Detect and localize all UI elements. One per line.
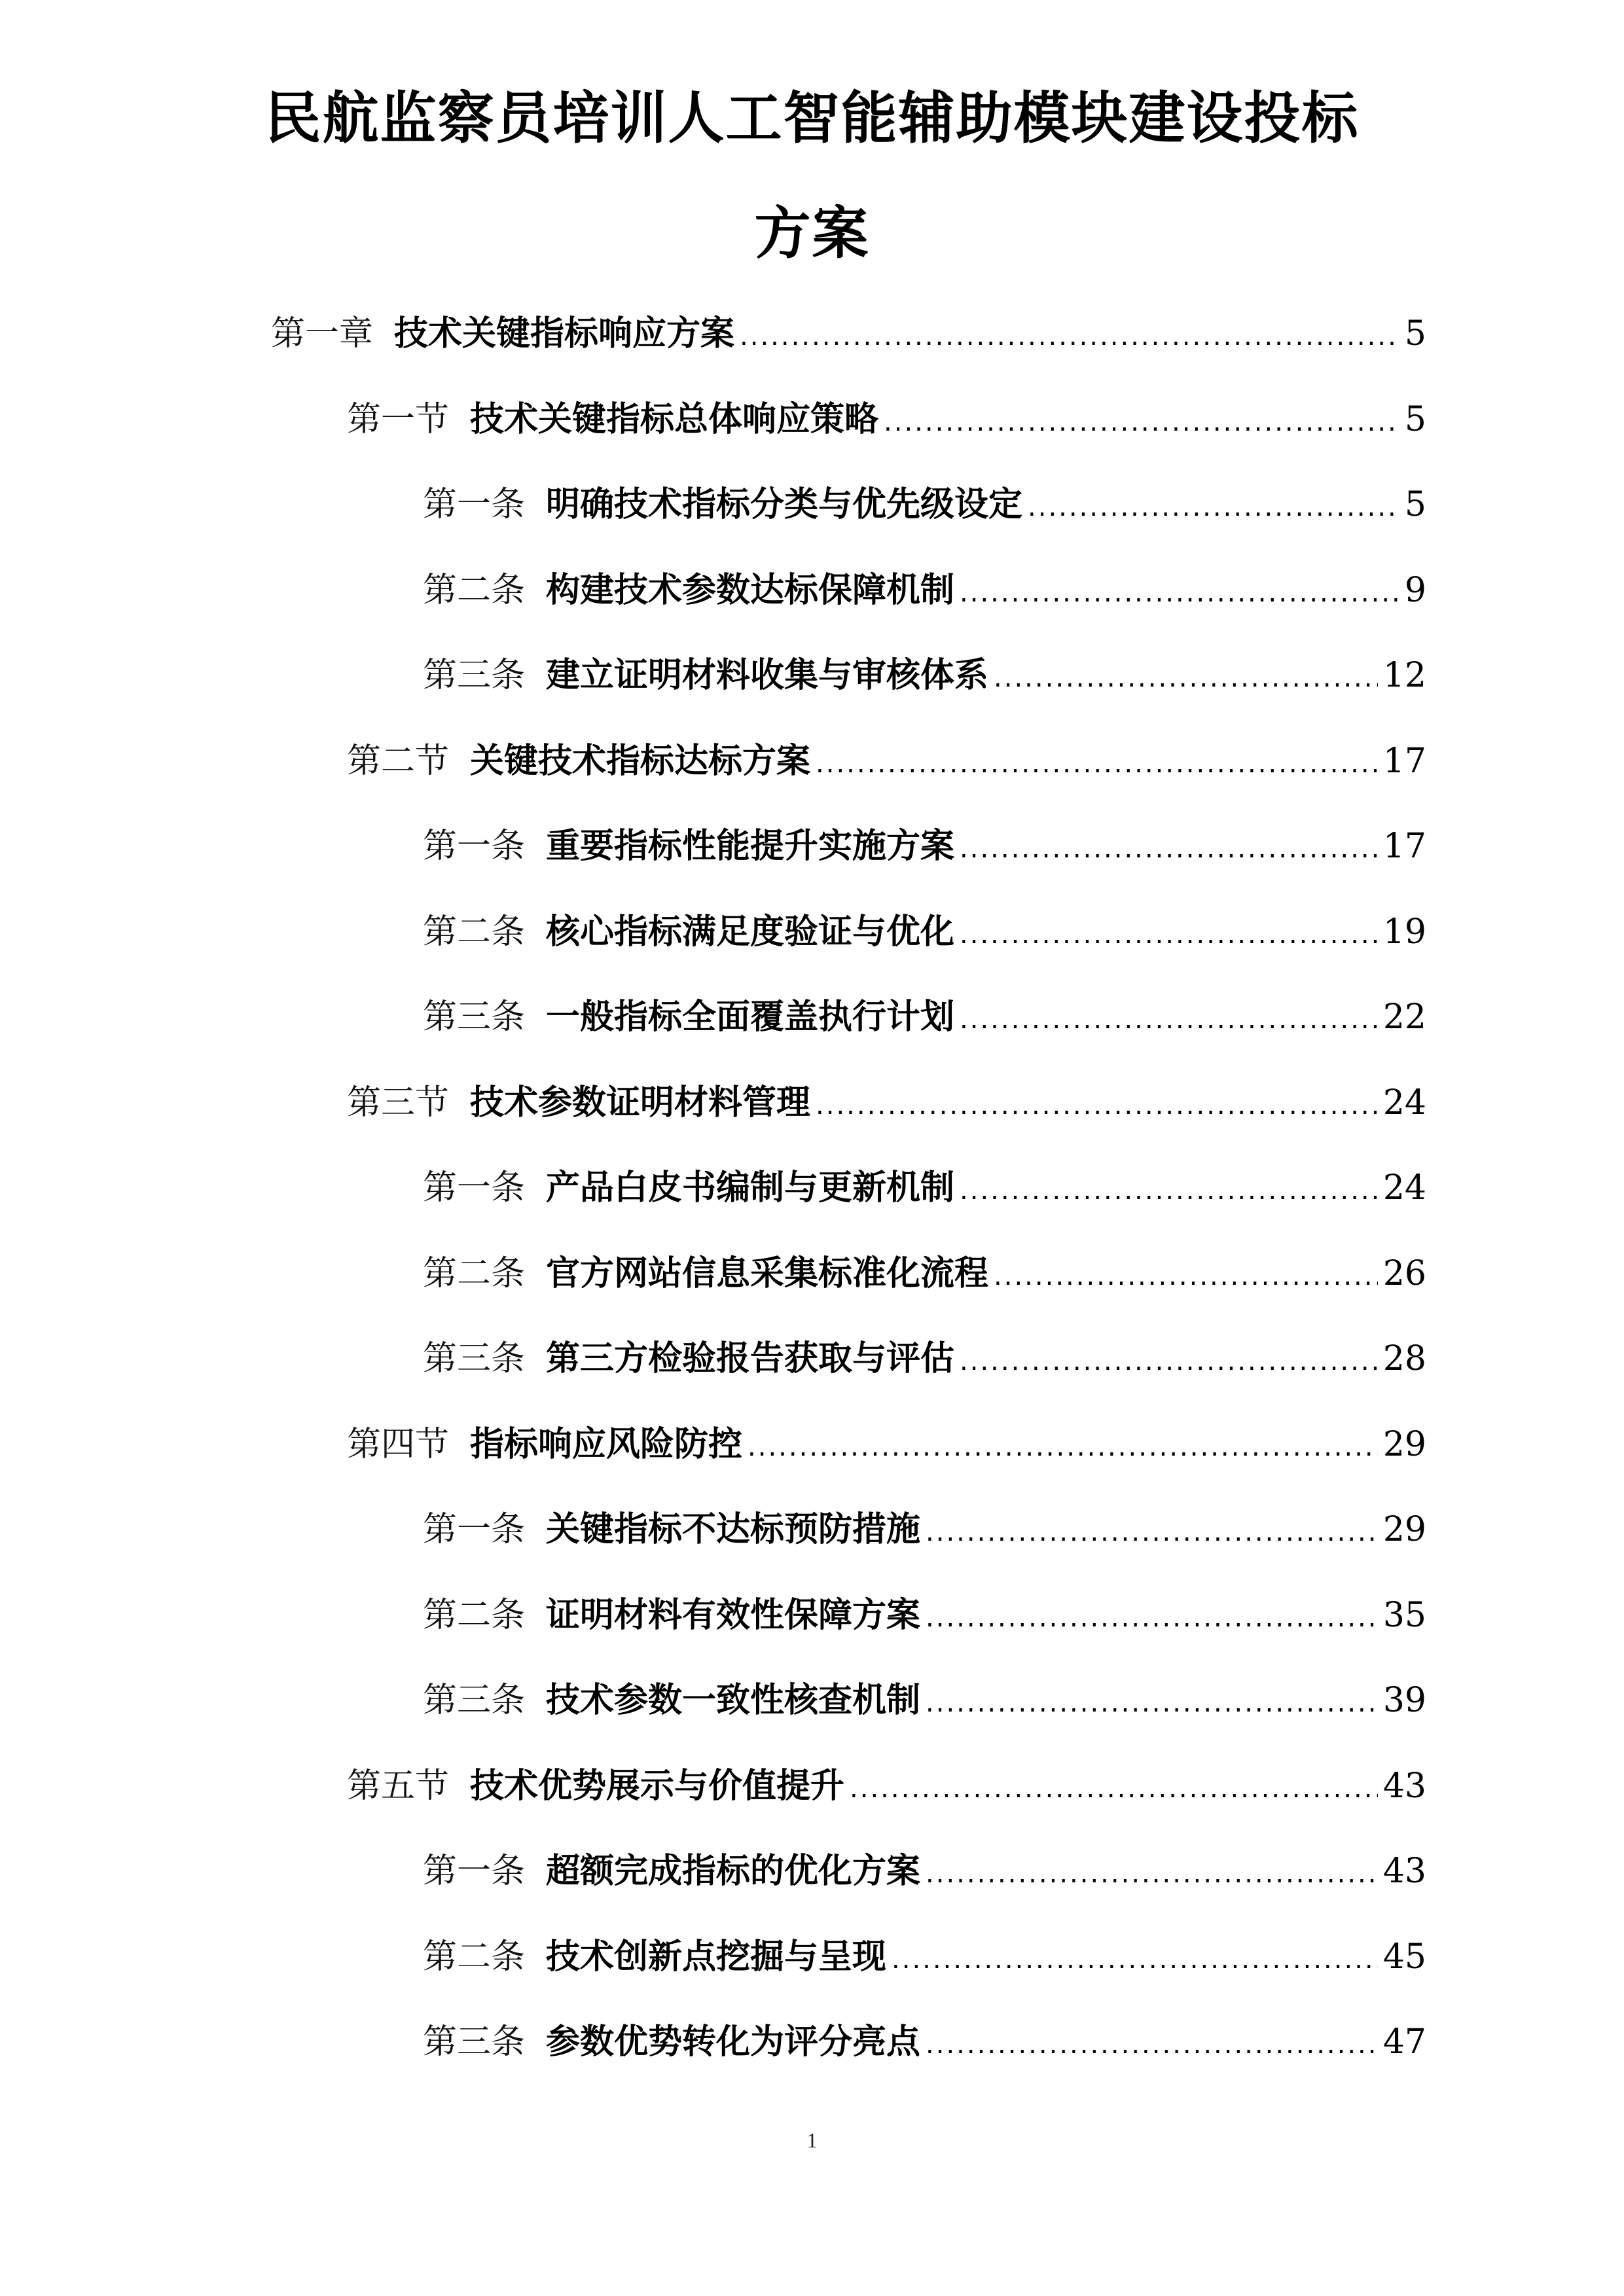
toc-entry[interactable] [347, 1077, 1426, 1129]
toc-entry[interactable] [423, 1162, 1426, 1214]
toc-entry-page: 43 [1382, 1766, 1426, 1806]
toc-entry-page: 24 [1382, 1083, 1426, 1122]
toc-entry-label: 第二节 [347, 741, 450, 781]
toc-entry-title: 关键指标不达标预防措施 [546, 1510, 921, 1549]
toc-entry-label: 第一条 [423, 1510, 526, 1549]
toc-entry-title: 建立证明材料收集与审核体系 [546, 656, 989, 695]
toc-entry-label: 第三条 [423, 2022, 526, 2062]
toc-entry-label: 第一条 [423, 1852, 526, 1891]
toc-entry-page: 5 [1404, 399, 1426, 439]
toc-dot-leader [740, 310, 1399, 363]
toc-dot-leader [816, 738, 1378, 790]
toc-entry[interactable] [423, 1674, 1426, 1727]
toc-dot-leader [960, 908, 1378, 961]
toc-entry-label: 第三条 [423, 1681, 526, 1720]
toc-dot-leader [994, 652, 1378, 704]
toc-dot-leader [960, 994, 1378, 1046]
toc-entry-title: 重要指标性能提升实施方案 [546, 827, 955, 866]
toc-entry-title: 技术关键指标响应方案 [394, 314, 735, 353]
toc-entry-title: 技术参数证明材料管理 [470, 1083, 811, 1122]
toc-entry-page: 29 [1382, 1424, 1426, 1464]
toc-entry[interactable] [347, 393, 1426, 446]
toc-entry[interactable] [423, 1247, 1426, 1300]
toc-entry-label: 第二条 [423, 1595, 526, 1635]
toc-entry-title: 技术优势展示与价值提升 [470, 1766, 845, 1806]
toc-dot-leader [748, 1421, 1378, 1473]
toc-entry-label: 第三条 [423, 1339, 526, 1378]
toc-entry[interactable] [423, 991, 1426, 1043]
toc-entry-page: 43 [1382, 1852, 1426, 1891]
toc-dot-leader [926, 1848, 1378, 1900]
toc-entry-title: 明确技术指标分类与优先级设定 [546, 485, 1023, 524]
toc-entry-title: 第三方检验报告获取与评估 [546, 1339, 955, 1378]
toc-dot-leader [892, 1933, 1378, 1986]
toc-dot-leader [816, 1079, 1378, 1132]
toc-dot-leader [960, 823, 1378, 875]
toc-entry-title: 超额完成指标的优化方案 [546, 1852, 921, 1891]
toc-entry-title: 核心指标满足度验证与优化 [546, 912, 955, 952]
toc-entry-title: 技术创新点挖掘与呈现 [546, 1937, 887, 1977]
toc-entry-page: 5 [1404, 314, 1426, 353]
page-number: 1 [806, 2128, 818, 2152]
toc-dot-leader [850, 1763, 1378, 1815]
toc-entry[interactable] [271, 308, 1426, 360]
toc-entry-label: 第一条 [423, 827, 526, 866]
toc-dot-leader [926, 1677, 1378, 1729]
toc-dot-leader [960, 567, 1399, 619]
toc-entry-label: 第二条 [423, 1253, 526, 1293]
toc-entry-page: 47 [1382, 2022, 1426, 2062]
toc-entry-title: 关键技术指标达标方案 [470, 741, 811, 781]
toc-entry[interactable] [423, 1503, 1426, 1556]
toc-entry-page: 19 [1382, 912, 1426, 952]
document-title-line-2: 方案 [754, 201, 870, 266]
toc-entry-title: 技术参数一致性核查机制 [546, 1681, 921, 1720]
toc-entry-label: 第三条 [423, 997, 526, 1037]
toc-dot-leader [960, 1164, 1378, 1217]
toc-entry-label: 第三条 [423, 656, 526, 695]
toc-dot-leader [960, 1335, 1378, 1388]
toc-entry-label: 第二条 [423, 912, 526, 952]
toc-dot-leader [926, 1506, 1378, 1558]
toc-entry-title: 构建技术参数达标保障机制 [546, 570, 955, 610]
toc-entry-page: 9 [1404, 570, 1426, 610]
toc-entry-page: 29 [1382, 1510, 1426, 1549]
toc-dot-leader [926, 2018, 1378, 2071]
toc-entry[interactable] [423, 1589, 1426, 1641]
toc-entry[interactable] [423, 564, 1426, 617]
toc-dot-leader [994, 1250, 1378, 1302]
toc-entry-label: 第一节 [347, 399, 450, 439]
toc-entry-page: 26 [1382, 1253, 1426, 1293]
toc-dot-leader [1028, 481, 1399, 533]
toc-entry[interactable] [423, 820, 1426, 872]
toc-entry-label: 第一条 [423, 1168, 526, 1208]
toc-entry-label: 第五节 [347, 1766, 450, 1806]
toc-entry-title: 参数优势转化为评分亮点 [546, 2022, 921, 2062]
toc-entry-page: 35 [1382, 1595, 1426, 1635]
toc-entry-page: 39 [1382, 1681, 1426, 1720]
toc-entry-title: 证明材料有效性保障方案 [546, 1595, 921, 1635]
toc-entry-label: 第一条 [423, 485, 526, 524]
toc-entry-page: 24 [1382, 1168, 1426, 1208]
toc-entry[interactable] [423, 1931, 1426, 1983]
toc-entry-page: 45 [1382, 1937, 1426, 1977]
toc-entry-title: 指标响应风险防控 [470, 1424, 743, 1464]
toc-entry-label: 第二条 [423, 570, 526, 610]
toc-entry-title: 技术关键指标总体响应策略 [470, 399, 879, 439]
toc-entry-page: 17 [1382, 741, 1426, 781]
toc-entry-page: 12 [1382, 656, 1426, 695]
toc-entry[interactable] [423, 2016, 1426, 2068]
toc-entry[interactable] [423, 906, 1426, 958]
toc-entry[interactable] [347, 1418, 1426, 1471]
toc-entry-title: 官方网站信息采集标准化流程 [546, 1253, 989, 1293]
toc-entry-page: 5 [1404, 485, 1426, 524]
toc-entry[interactable] [423, 1845, 1426, 1897]
toc-dot-leader [926, 1592, 1378, 1644]
toc-entry-page: 28 [1382, 1339, 1426, 1378]
toc-entry-page: 22 [1382, 997, 1426, 1037]
toc-entry[interactable] [347, 735, 1426, 787]
toc-entry-label: 第四节 [347, 1424, 450, 1464]
toc-entry[interactable] [423, 478, 1426, 531]
document-title-line-1: 民航监察员培训人工智能辅助模块建设投标 [264, 86, 1360, 151]
toc-entry-title: 产品白皮书编制与更新机制 [546, 1168, 955, 1208]
toc-entry-label: 第一章 [271, 314, 374, 353]
toc-entry-label: 第二条 [423, 1937, 526, 1977]
toc-entry-title: 一般指标全面覆盖执行计划 [546, 997, 955, 1037]
toc-entry[interactable] [423, 1333, 1426, 1385]
toc-entry[interactable] [423, 649, 1426, 702]
toc-entry-label: 第三节 [347, 1083, 450, 1122]
toc-entry-page: 17 [1382, 827, 1426, 866]
toc-entry[interactable] [347, 1760, 1426, 1812]
toc-dot-leader [884, 396, 1399, 448]
